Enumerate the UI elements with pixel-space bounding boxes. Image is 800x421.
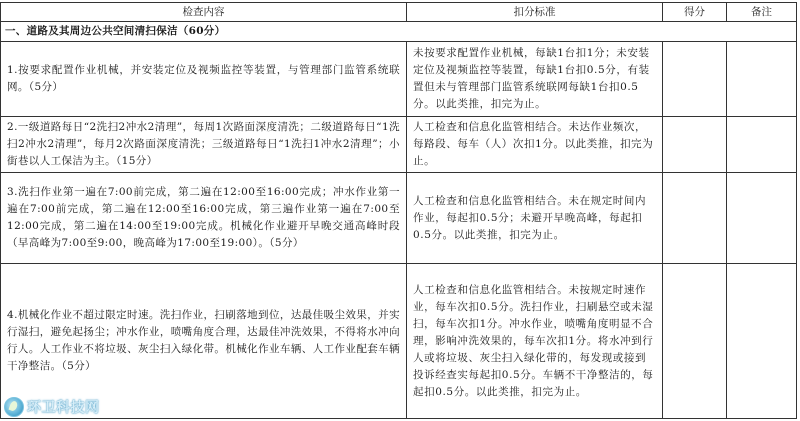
row-standard: 人工检查和信息化监管相结合。未达作业频次，每路段、每车（人）次扣1分。以此类推，扣完为止。: [407, 117, 663, 173]
table-row: [1, 117, 797, 173]
row-score: [663, 173, 727, 264]
watermark: [4, 397, 100, 417]
header-score: 得分: [663, 3, 727, 22]
row-standard: 人工检查和信息化监管相结合。未在规定时间内作业，每起扣0.5分；未避开早晚高峰，每起扣0.5分。以此类推，扣完为止。: [407, 173, 663, 264]
header-standard: 扣分标准: [407, 3, 663, 22]
table-row: [1, 173, 797, 264]
row-content: 2.一级道路每日“2洗扫2冲水2清理”，每周1次路面深度清洗；二级道路每日“1洗扫2冲水2清理”，每月2次路面深度清洗；三级道路每日“1洗扫1冲水2清理”；小街巷以人工保洁为主。（15分）: [1, 117, 407, 173]
watermark-text: 环卫科技网: [27, 400, 100, 416]
table-row: [1, 42, 797, 117]
row-content: 3.洗扫作业第一遍在7:00前完成，第二遍在12:00至16:00完成；冲水作业第一遍在7:00前完成，第二遍在12:00至16:00完成，第三遍作业第一遍在7:00至12:00完成，第二遍在14:00至19:00完成。机械化作业避开早晚交通高峰时段（早高峰为7:00至9:00，晚高峰为17:00至19:00）。（5分）: [1, 173, 407, 264]
table-row: [1, 264, 797, 419]
section-title: 一、道路及其周边公共空间清扫保洁（60分）: [1, 22, 797, 42]
row-remark: [727, 42, 797, 117]
header-row: [1, 3, 797, 22]
row-content: 1.按要求配置作业机械，并安装定位及视频监控等装置，与管理部门监管系统联网。（5分）: [1, 42, 407, 117]
header-remark: 备注: [727, 3, 797, 22]
row-standard: 人工检查和信息化监管相结合。未按规定时速作业，每车次扣0.5分。洗扫作业，扫刷悬空或未湿扫，每车次扣1分。冲水作业，喷嘴角度明显不合理，影响冲洗效果的，每车次扣1分。将水冲到行人或将垃圾、灰尘扫入绿化带的，每发现或接到投诉经查实每起扣0.5分。车辆不干净整洁的，每起扣0.5分。以此类推，扣完为止。: [407, 264, 663, 419]
row-remark: [727, 117, 797, 173]
inspection-table: [0, 2, 797, 419]
row-score: [663, 42, 727, 117]
leaf-globe-icon: [4, 397, 24, 417]
row-content: 4.机械化作业不超过限定时速。洗扫作业，扫刷落地到位，达最佳吸尘效果，并实行湿扫，避免起扬尘；冲水作业，喷嘴角度合理，达最佳冲洗效果，不得将水冲向行人。人工作业不将垃圾、灰尘扫入绿化带。机械化作业车辆、人工作业配套车辆干净整洁。（5分）: [1, 264, 407, 419]
row-remark: [727, 173, 797, 264]
section-row: [1, 22, 797, 42]
header-content: 检查内容: [1, 3, 407, 22]
row-remark: [727, 264, 797, 419]
row-score: [663, 117, 727, 173]
row-standard: 未按要求配置作业机械，每缺1台扣1分；未安装定位及视频监控等装置，每缺1台扣0.5分，有装置但未与管理部门监管系统联网每缺1台扣0.5分。以此类推，扣完为止。: [407, 42, 663, 117]
row-score: [663, 264, 727, 419]
